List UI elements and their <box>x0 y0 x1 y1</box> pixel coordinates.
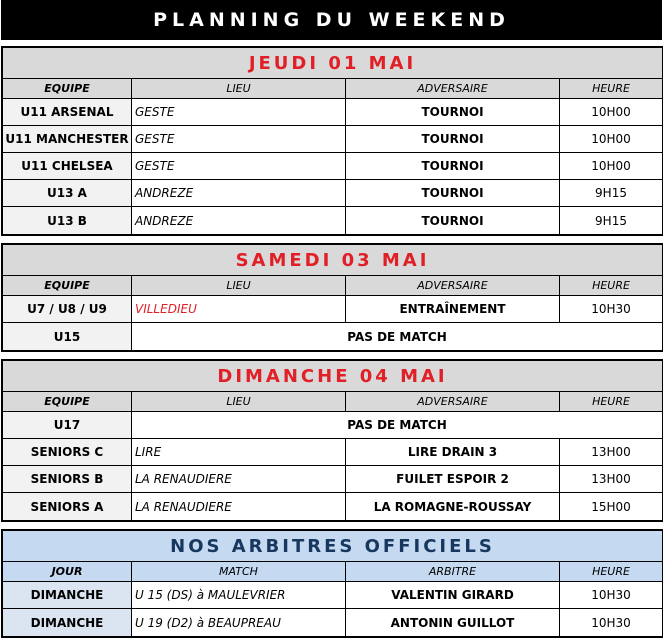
day-section-samedi <box>1 243 663 352</box>
table-row <box>3 99 662 126</box>
table-row <box>3 609 662 636</box>
col-heure: HEURE <box>592 395 630 408</box>
cell-equipe: U13 A <box>3 180 132 206</box>
cell-heure: 10H00 <box>591 132 631 146</box>
cell-lieu: GESTE <box>132 153 346 179</box>
column-header-row <box>3 276 662 296</box>
day-header: SAMEDI 03 MAI <box>3 245 662 276</box>
cell-arbitre: ANTONIN GUILLOT <box>346 609 560 636</box>
cell-adversaire: ENTRAÎNEMENT <box>346 296 560 322</box>
col-adversaire: ADVERSAIRE <box>346 79 560 98</box>
cell-heure: 10H30 <box>591 302 631 316</box>
cell-jour: DIMANCHE <box>3 609 132 636</box>
col-jour: JOUR <box>3 562 132 581</box>
cell-heure: 13H00 <box>591 472 631 486</box>
table-row <box>3 126 662 153</box>
col-heure: HEURE <box>592 82 630 95</box>
col-equipe: EQUIPE <box>3 276 132 295</box>
cell-heure: 10H30 <box>591 615 631 630</box>
col-heure: HEURE <box>592 279 630 292</box>
cell-adversaire: TOURNOI <box>346 99 560 125</box>
col-heure: HEURE <box>592 565 630 578</box>
cell-heure: 10H00 <box>591 159 631 173</box>
cell-adversaire: LA ROMAGNE-ROUSSAY <box>346 493 560 520</box>
day-section-dimanche <box>1 359 663 522</box>
cell-equipe: SENIORS C <box>3 439 132 465</box>
cell-arbitre: VALENTIN GIRARD <box>346 582 560 608</box>
col-equipe: EQUIPE <box>3 79 132 98</box>
col-lieu: LIEU <box>132 392 346 411</box>
cell-adversaire: FUILET ESPOIR 2 <box>346 466 560 492</box>
table-row <box>3 582 662 609</box>
cell-heure: 9H15 <box>595 186 627 200</box>
table-row <box>3 439 662 466</box>
col-match: MATCH <box>132 562 346 581</box>
table-row <box>3 153 662 180</box>
cell-lieu: LA RENAUDIERE <box>132 493 346 520</box>
table-row <box>3 493 662 520</box>
table-row <box>3 296 662 323</box>
cell-adversaire: TOURNOI <box>346 180 560 206</box>
cell-lieu: VILLEDIEU <box>132 296 346 322</box>
cell-match: U 19 (D2) à BEAUPREAU <box>132 609 346 636</box>
cell-equipe: SENIORS B <box>3 466 132 492</box>
cell-equipe: U11 ARSENAL <box>3 99 132 125</box>
cell-equipe: U11 CHELSEA <box>3 153 132 179</box>
cell-equipe: U17 <box>3 412 132 438</box>
referees-section <box>1 529 663 638</box>
cell-adversaire: TOURNOI <box>346 126 560 152</box>
cell-adversaire: TOURNOI <box>346 207 560 234</box>
cell-equipe: U13 B <box>3 207 132 234</box>
col-lieu: LIEU <box>132 79 346 98</box>
column-header-row <box>3 79 662 99</box>
table-row <box>3 323 662 350</box>
col-arbitre: ARBITRE <box>346 562 560 581</box>
cell-adversaire: LIRE DRAIN 3 <box>346 439 560 465</box>
cell-heure: 9H15 <box>595 213 627 228</box>
table-row <box>3 180 662 207</box>
cell-jour: DIMANCHE <box>3 582 132 608</box>
col-lieu: LIEU <box>132 276 346 295</box>
referees-header: NOS ARBITRES OFFICIELS <box>3 531 662 562</box>
page-title: PLANNING DU WEEKEND <box>1 0 662 40</box>
table-row <box>3 412 662 439</box>
cell-equipe: U15 <box>3 323 132 350</box>
table-row <box>3 207 662 234</box>
cell-heure: 10H00 <box>591 105 631 119</box>
day-header: JEUDI 01 MAI <box>3 48 662 79</box>
cell-heure: 15H00 <box>591 499 631 514</box>
cell-no-match: PAS DE MATCH <box>347 418 447 432</box>
cell-lieu: GESTE <box>132 99 346 125</box>
cell-equipe: U7 / U8 / U9 <box>3 296 132 322</box>
cell-equipe: SENIORS A <box>3 493 132 520</box>
cell-lieu: LA RENAUDIERE <box>132 466 346 492</box>
cell-match: U 15 (DS) à MAULEVRIER <box>132 582 346 608</box>
day-section-jeudi <box>1 46 663 236</box>
column-header-row <box>3 562 662 582</box>
cell-lieu: ANDREZE <box>132 207 346 234</box>
table-row <box>3 466 662 493</box>
cell-heure: 13H00 <box>591 445 631 459</box>
col-adversaire: ADVERSAIRE <box>346 392 560 411</box>
day-header: DIMANCHE 04 MAI <box>3 361 662 392</box>
cell-equipe: U11 MANCHESTER <box>3 126 132 152</box>
cell-heure: 10H30 <box>591 588 631 602</box>
cell-lieu: LIRE <box>132 439 346 465</box>
col-equipe: EQUIPE <box>3 392 132 411</box>
col-adversaire: ADVERSAIRE <box>346 276 560 295</box>
cell-no-match: PAS DE MATCH <box>347 329 447 344</box>
cell-lieu: GESTE <box>132 126 346 152</box>
cell-adversaire: TOURNOI <box>346 153 560 179</box>
column-header-row <box>3 392 662 412</box>
cell-lieu: ANDREZE <box>132 180 346 206</box>
